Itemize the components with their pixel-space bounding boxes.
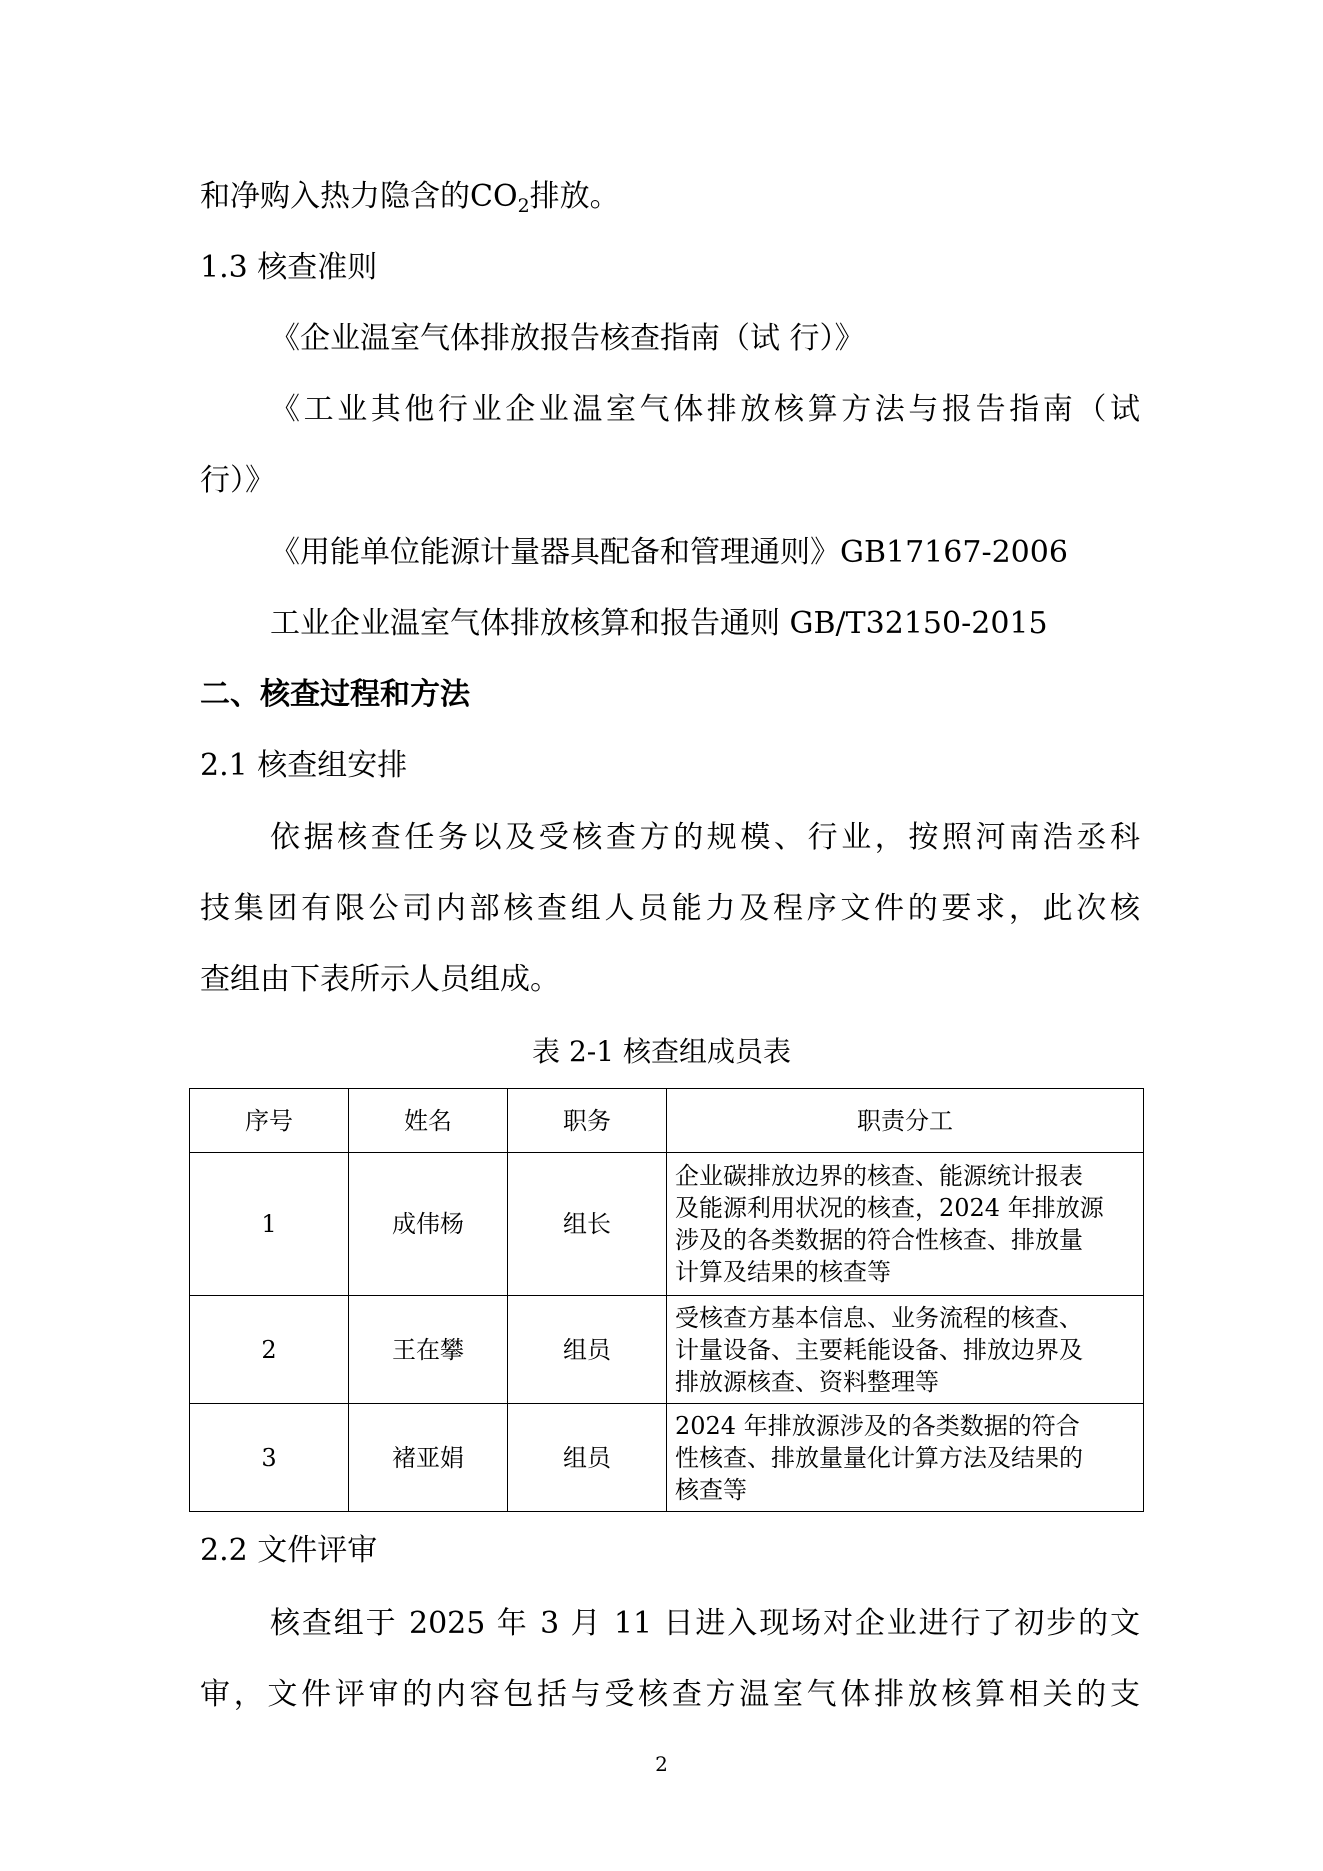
- cell-role: 组员: [508, 1404, 667, 1512]
- para-2-1-line-3: 查组由下表所示人员组成。: [200, 962, 560, 997]
- table-row: [190, 1153, 1144, 1296]
- duty-line: 涉及的各类数据的符合性核查、排放量: [675, 1226, 1083, 1254]
- duty-line: 2024 年排放源涉及的各类数据的符合: [675, 1411, 1080, 1440]
- standard-3: 《用能单位能源计量器具配备和管理通则》GB17167-2006: [270, 535, 1068, 570]
- duty-line: 计量设备、主要耗能设备、排放边界及: [675, 1335, 1083, 1364]
- duty-line: 及能源利用状况的核查，2024 年排放源: [675, 1194, 1104, 1222]
- header-duty: 职责分工: [667, 1089, 1144, 1153]
- duty-line: 企业碳排放边界的核查、能源统计报表: [675, 1162, 1083, 1190]
- members-table: [189, 1088, 1144, 1512]
- cell-role: 组长: [508, 1153, 667, 1296]
- table-header-row: [190, 1089, 1144, 1153]
- table-row: [190, 1296, 1144, 1404]
- para-2-1-line-1: 依据核查任务以及受核查方的规模、行业，按照河南浩丞科: [270, 820, 1140, 855]
- duty-line: 核查等: [675, 1475, 747, 1504]
- co2-text-end: 排放。: [529, 179, 620, 214]
- standard-1: 《企业温室气体排放报告核查指南（试 行）》: [270, 321, 865, 356]
- duty-line: 性核查、排放量量化计算方法及结果的: [675, 1443, 1083, 1472]
- cell-duty: [667, 1296, 1144, 1404]
- duty-line: 受核查方基本信息、业务流程的核查、: [675, 1303, 1083, 1332]
- header-role: 职务: [508, 1089, 667, 1153]
- table-row: [190, 1404, 1144, 1512]
- cell-no: 2: [190, 1296, 349, 1404]
- co2-subscript: 2: [517, 195, 530, 217]
- standard-2-line-2: 行）》: [200, 463, 275, 498]
- para-2-1-line-2: 技集团有限公司内部核查组人员能力及程序文件的要求，此次核: [200, 891, 1140, 926]
- duty-line: 排放源核查、资料整理等: [675, 1367, 939, 1396]
- cell-no: 3: [190, 1404, 349, 1512]
- cell-duty: [667, 1404, 1144, 1512]
- header-name: 姓名: [349, 1089, 508, 1153]
- para-2-2-line-1: 核查组于 2025 年 3 月 11 日进入现场对企业进行了初步的文: [270, 1606, 1140, 1641]
- cell-name: 王在攀: [349, 1296, 508, 1404]
- cell-no: 1: [190, 1153, 349, 1296]
- cell-duty: [667, 1153, 1144, 1296]
- standard-2-line-1: 《工业其他行业企业温室气体排放核算方法与报告指南（试: [270, 392, 1140, 427]
- page-number: 2: [655, 1752, 668, 1776]
- co2-text: 和净购入热力隐含的CO: [200, 179, 518, 214]
- text-line-co2: [200, 177, 1140, 217]
- section-2-2-heading: 2.2 文件评审: [200, 1533, 378, 1568]
- para-2-2-line-2: 审，文件评审的内容包括与受核查方温室气体排放核算相关的支: [200, 1677, 1140, 1712]
- table-caption: 表 2-1 核查组成员表: [532, 1035, 791, 1068]
- cell-name: 成伟杨: [349, 1153, 508, 1296]
- cell-role: 组员: [508, 1296, 667, 1404]
- cell-name: 褚亚娟: [349, 1404, 508, 1512]
- section-1-3-heading: 1.3 核查准则: [200, 250, 378, 285]
- section-2-1-heading: 2.1 核查组安排: [200, 748, 408, 783]
- standard-4: 工业企业温室气体排放核算和报告通则 GB/T32150-2015: [270, 606, 1048, 641]
- chapter-2-heading: 二、核查过程和方法: [200, 677, 470, 712]
- duty-line: 计算及结果的核查等: [675, 1258, 891, 1286]
- header-no: 序号: [190, 1089, 349, 1153]
